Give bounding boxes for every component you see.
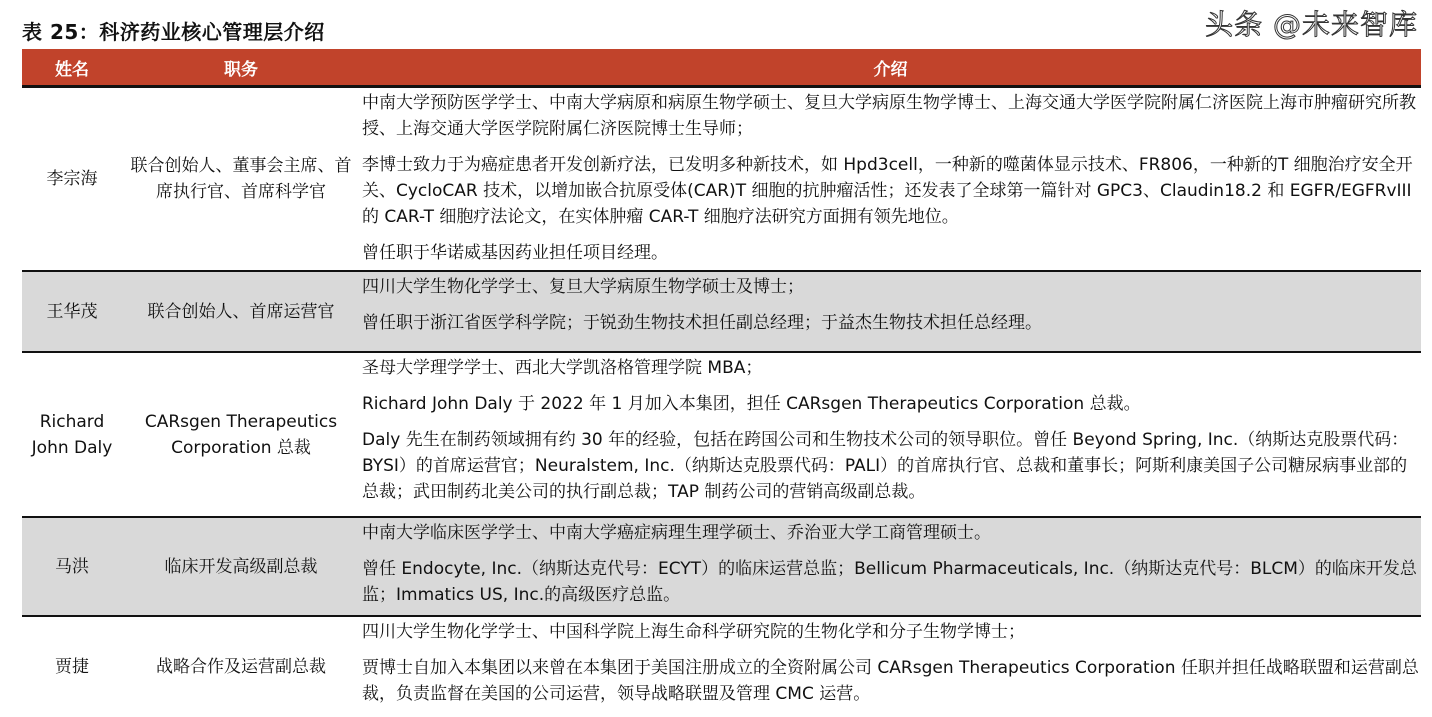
intro-paragraph: 曾任 Endocyte, Inc.（纳斯达克代号：ECYT）的临床运营总监；Bellicum Pharmaceuticals, Inc.（纳斯达克代号：BLCM）的临床开发总监；Immatics US, Inc.的高级医疗总监。 [362,559,1417,605]
table-row [22,272,1421,353]
table-row [22,353,1421,518]
intro-paragraph: 李博士致力于为癌症患者开发创新疗法，已发明多种新技术，如 Hpd3cell，一种新的噬菌体显示技术、FR806，一种新的T 细胞治疗安全开关、CycloCAR 技术，以增加嵌合抗原受体(CAR)T 细胞的抗肿瘤活性；还发表了全球第一篇针对 GPC3、Claudin18.2 和 EGFR/EGFRvIII 的 CAR-T 细胞疗法论文，在实体肿瘤 CAR-T 细胞疗法研究方面拥有领先地位。 [362,155,1413,227]
intro-paragraph: 四川大学生物化学学士、中国科学院上海生命科学研究院的生物化学和分子生物学博士； [362,622,1025,642]
person-role: 联合创始人、首席运营官 [147,301,335,322]
intro-paragraph: Daly 先生在制药领域拥有约 30 年的经验，包括在跨国公司和生物技术公司的领导职位。曾任 Beyond Spring, Inc.（纳斯达克股票代码：BYSI）的首席运营官；Neuralstem, Inc.（纳斯达克股票代码：PALI）的首席执行官、总裁和董事长；阿斯利康美国子公司糖尿病事业部的总裁；武田制药北美公司的执行副总裁；TAP 制药公司的营销高级副总裁。 [362,430,1409,502]
person-name: 马洪 [55,556,89,577]
management-table [22,49,1421,717]
person-intro [360,617,1421,717]
person-intro [360,272,1421,351]
table-row [22,88,1421,272]
watermark: 头条 @未来智库 [1205,8,1418,41]
person-name: Richard John Daly [31,411,113,458]
person-role: 临床开发高级副总裁 [164,556,318,577]
header-name: 姓名 [55,59,89,80]
person-role: 战略合作及运营副总裁 [156,657,326,677]
intro-paragraph: 四川大学生物化学学士、复旦大学病原生物学硕士及博士； [362,277,804,297]
intro-paragraph: Richard John Daly 于 2022 年 1 月加入本集团，担任 CARsgen Therapeutics Corporation 总裁。 [362,394,1141,414]
table-title: 表 25：科济药业核心管理层介绍 [22,20,325,44]
header-role: 职务 [224,59,258,80]
intro-paragraph: 曾任职于浙江省医学科学院；于锐劲生物技术担任副总经理；于益杰生物技术担任总经理。 [362,313,1042,333]
person-role: CARsgen Therapeutics Corporation 总裁 [144,411,338,458]
table-row [22,617,1421,717]
person-intro [360,518,1421,615]
person-intro [360,88,1421,270]
intro-paragraph: 中南大学临床医学学士、中南大学癌症病理生理学硕士、乔治亚大学工商管理硕士。 [362,523,991,543]
intro-paragraph: 贾博士自加入本集团以来曾在本集团于美国注册成立的全资附属公司 CARsgen Therapeutics Corporation 任职并担任战略联盟和运营副总裁，负责监督在美国的公司运营，领导战略联盟及管理 CMC 运营。 [362,658,1419,704]
header-intro: 介绍 [873,59,908,80]
intro-paragraph: 曾任职于华诺威基因药业担任项目经理。 [362,243,668,263]
intro-paragraph: 圣母大学理学学士、西北大学凯洛格管理学院 MBA； [362,358,763,378]
table-row [22,518,1421,617]
intro-paragraph: 中南大学预防医学学士、中南大学病原和病原生物学硕士、复旦大学病原生物学博士、上海交通大学医学院附属仁济医院上海市肿瘤研究所教授、上海交通大学医学院附属仁济医院博士生导师； [362,93,1416,139]
person-name: 贾捷 [55,657,89,677]
person-intro [360,353,1421,516]
table-header [22,49,1421,88]
person-name: 王华茂 [46,301,98,322]
person-role: 联合创始人、董事会主席、首席执行官、首席科学官 [130,156,352,202]
person-name: 李宗海 [46,169,98,189]
